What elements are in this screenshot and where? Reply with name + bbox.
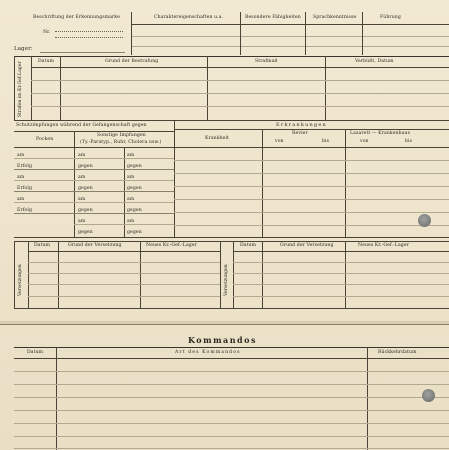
vers-right-col-grund: Grund der Versetzung: [280, 243, 334, 248]
impfungen-title: Schutzimpfungen während der Gefangenschaft gegen: [16, 123, 147, 128]
header-col3-label: Besondere Fähigkeiten: [245, 15, 301, 20]
erk-lazarett-von: von: [360, 139, 369, 144]
header-col5-label: Führung: [380, 15, 401, 20]
impf-row-3-right: am: [127, 175, 135, 180]
impf-row-5-right: am: [127, 197, 135, 202]
strafen-col-strafmass: Strafmaß: [255, 59, 278, 64]
vers-right-col-lager: Neues Kr.-Gef.-Lager: [358, 243, 409, 248]
impf-row-4-mid: gegen: [78, 186, 93, 191]
impf-row-1-left: am: [17, 153, 25, 158]
erkrankungen-title: Erkrankungen: [276, 122, 327, 128]
strafen-top-rule: [14, 56, 449, 57]
header-rule: [131, 24, 449, 25]
header-col4-label: Sprachkenntnisse: [313, 15, 357, 20]
impf-row-6-right: gegen: [127, 208, 142, 213]
header-col1-label: Beschriftung der Erkennungsmarke: [33, 15, 121, 20]
impf-row-7-right: am: [127, 219, 135, 224]
impf-row-2-right: gegen: [127, 164, 142, 169]
erk-lazarett-bis: bis: [405, 139, 413, 144]
strafen-col-datum: Datum: [38, 59, 55, 64]
nr-dotted-line: [55, 31, 123, 32]
impf-row-3-left: am: [17, 175, 25, 180]
punch-hole-lower: [422, 389, 435, 402]
impf-row-4-right: gegen: [127, 186, 142, 191]
impf-col-sonstige: Sonstige Impfungen: [97, 133, 146, 138]
erk-col-lazarett: Lazarett — Krankenhaus: [350, 131, 411, 136]
strafen-col-verbuesst: Verbüßt, Datum: [355, 59, 394, 64]
versetzungen-side-label-left: Versetzungen: [18, 264, 23, 296]
impf-row-8-mid: gegen: [78, 230, 93, 235]
erk-col-revier: Revier: [292, 131, 308, 136]
vers-left-col-grund: Grund der Versetzung: [68, 243, 122, 248]
impf-row-5-mid: am: [78, 197, 86, 202]
impf-row-5-left: am: [17, 197, 25, 202]
kom-col-art: Art des Kommandos: [175, 350, 241, 355]
impf-row-2-mid: gegen: [78, 164, 93, 169]
impf-row-2-left: Erfolg: [17, 164, 33, 169]
erk-col-krankheit: Krankheit: [205, 136, 230, 141]
impf-row-6-left: Erfolg: [17, 208, 33, 213]
vers-left-col-datum: Datum: [34, 243, 51, 248]
strafen-col-grund: Grund der Bestrafung: [105, 59, 159, 64]
lager-line: [40, 52, 125, 53]
header-col2-label: Charaktereigenschaften u.a.: [154, 15, 224, 20]
impf-row-6-mid: gegen: [78, 208, 93, 213]
vers-left-col-lager: Neues Kr.-Gef.-Lager: [146, 243, 197, 248]
versetzungen-side-label-right: Versetzungen: [224, 264, 229, 296]
erk-revier-von: von: [275, 139, 284, 144]
punch-hole-upper: [418, 214, 431, 227]
impf-row-1-mid: am: [78, 153, 86, 158]
kommandos-title: Kommandos: [188, 335, 257, 345]
impf-row-3-mid: am: [78, 175, 86, 180]
impf-row-4-left: Erfolg: [17, 186, 33, 191]
impf-col-sonstige-sub: (Ty.-Paratyp., Ruhr, Cholera usw.): [80, 140, 162, 145]
impf-col-pocken: Pocken: [36, 137, 54, 142]
nr-dotted-line-2: [55, 37, 123, 38]
impf-row-7-mid: am: [78, 219, 86, 224]
erk-revier-bis: bis: [322, 139, 330, 144]
strafen-side-label: Strafen im Kr.Gef.Lager: [18, 61, 23, 117]
kom-col-rueckkehr: Rückkehrdatum: [378, 350, 417, 355]
lager-label: Lager:: [14, 46, 33, 52]
impf-row-8-right: gegen: [127, 230, 142, 235]
kom-col-datum: Datum: [27, 350, 44, 355]
impf-row-1-right: am: [127, 153, 135, 158]
nr-label: Nr.: [43, 30, 51, 35]
vers-right-col-datum: Datum: [240, 243, 257, 248]
